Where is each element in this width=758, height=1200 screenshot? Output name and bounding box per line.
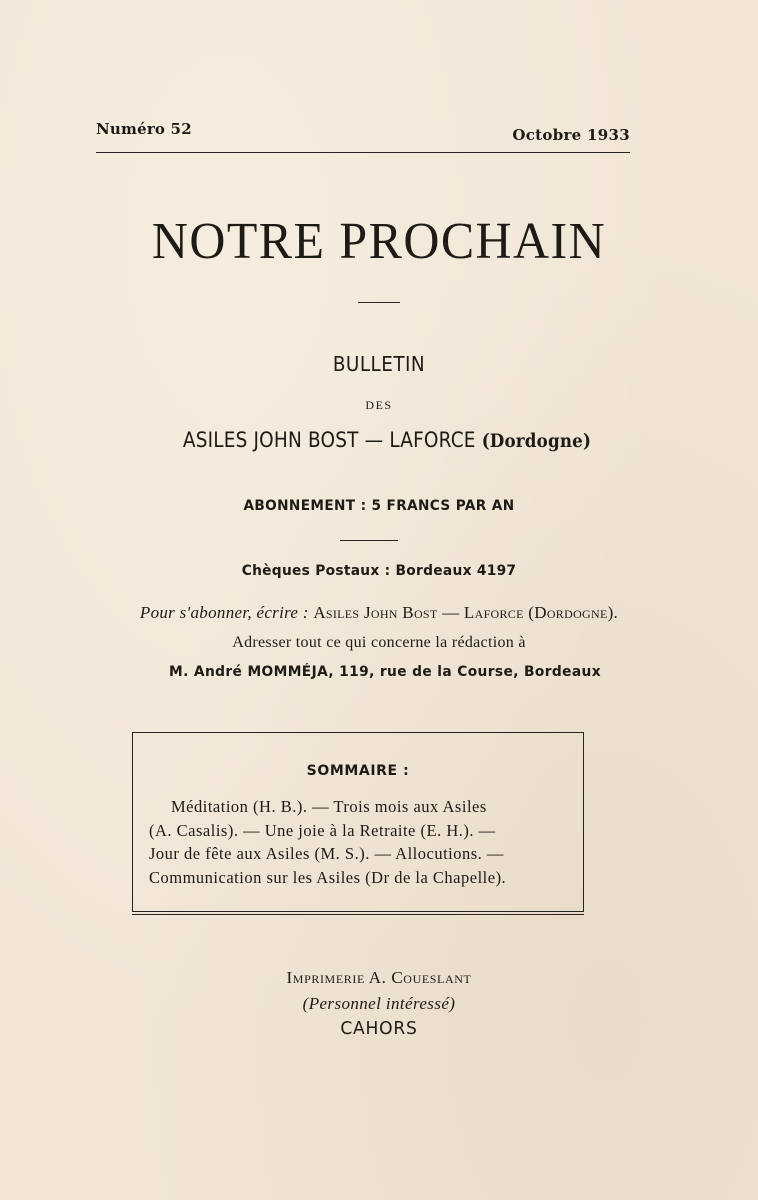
sommaire-line: Communication sur les Asiles (Dr de la Chapelle).	[149, 867, 507, 887]
sommaire-line: (A. Casalis). — Une joie à la Retraite (E. H.). —	[149, 820, 496, 840]
editorial-note: Adresser tout ce qui concerne la rédaction à	[232, 634, 526, 651]
postal-cheques: Chèques Postaux : Bordeaux 4197	[241, 563, 517, 579]
des-label: DES	[365, 398, 393, 412]
sommaire-line: Méditation (H. B.). — Trois mois aux Asiles	[171, 797, 487, 816]
subscribe-address: Asiles John Bost — Laforce (Dordogne).	[313, 603, 619, 622]
printer-city: CAHORS	[340, 1018, 418, 1039]
institution-main: ASILES JOHN BOST — LAFORCE	[182, 428, 476, 452]
sommaire-line: Jour de fête aux Asiles (M. S.). — Allocutions. —	[149, 844, 504, 863]
editor-address: M. André MOMMÉJA, 119, rue de la Course, Bordeaux	[169, 664, 601, 680]
printer-name: Imprimerie A. Coueslant	[286, 968, 472, 987]
subscribe-lead: Pour s'abonner, écrire :	[139, 603, 309, 622]
title-divider	[358, 302, 400, 303]
issue-date: Octobre 1933	[512, 126, 630, 144]
issue-number: Numéro 52	[96, 120, 192, 138]
bulletin-label: BULLETIN	[332, 352, 426, 376]
sommaire-box	[132, 732, 584, 912]
institution-name	[53, 428, 720, 452]
subscription-divider	[340, 540, 398, 541]
institution-region: (Dordogne)	[481, 430, 592, 452]
subscribe-instructions	[0, 603, 758, 623]
issue-header	[96, 118, 630, 153]
sommaire-heading: SOMMAIRE :	[306, 763, 410, 779]
printer-note: (Personnel intéressé)	[302, 994, 456, 1013]
publication-title: NOTRE PROCHAIN	[151, 213, 607, 270]
sommaire-contents	[149, 795, 567, 889]
subscription-price: ABONNEMENT : 5 FRANCS PAR AN	[243, 498, 515, 514]
